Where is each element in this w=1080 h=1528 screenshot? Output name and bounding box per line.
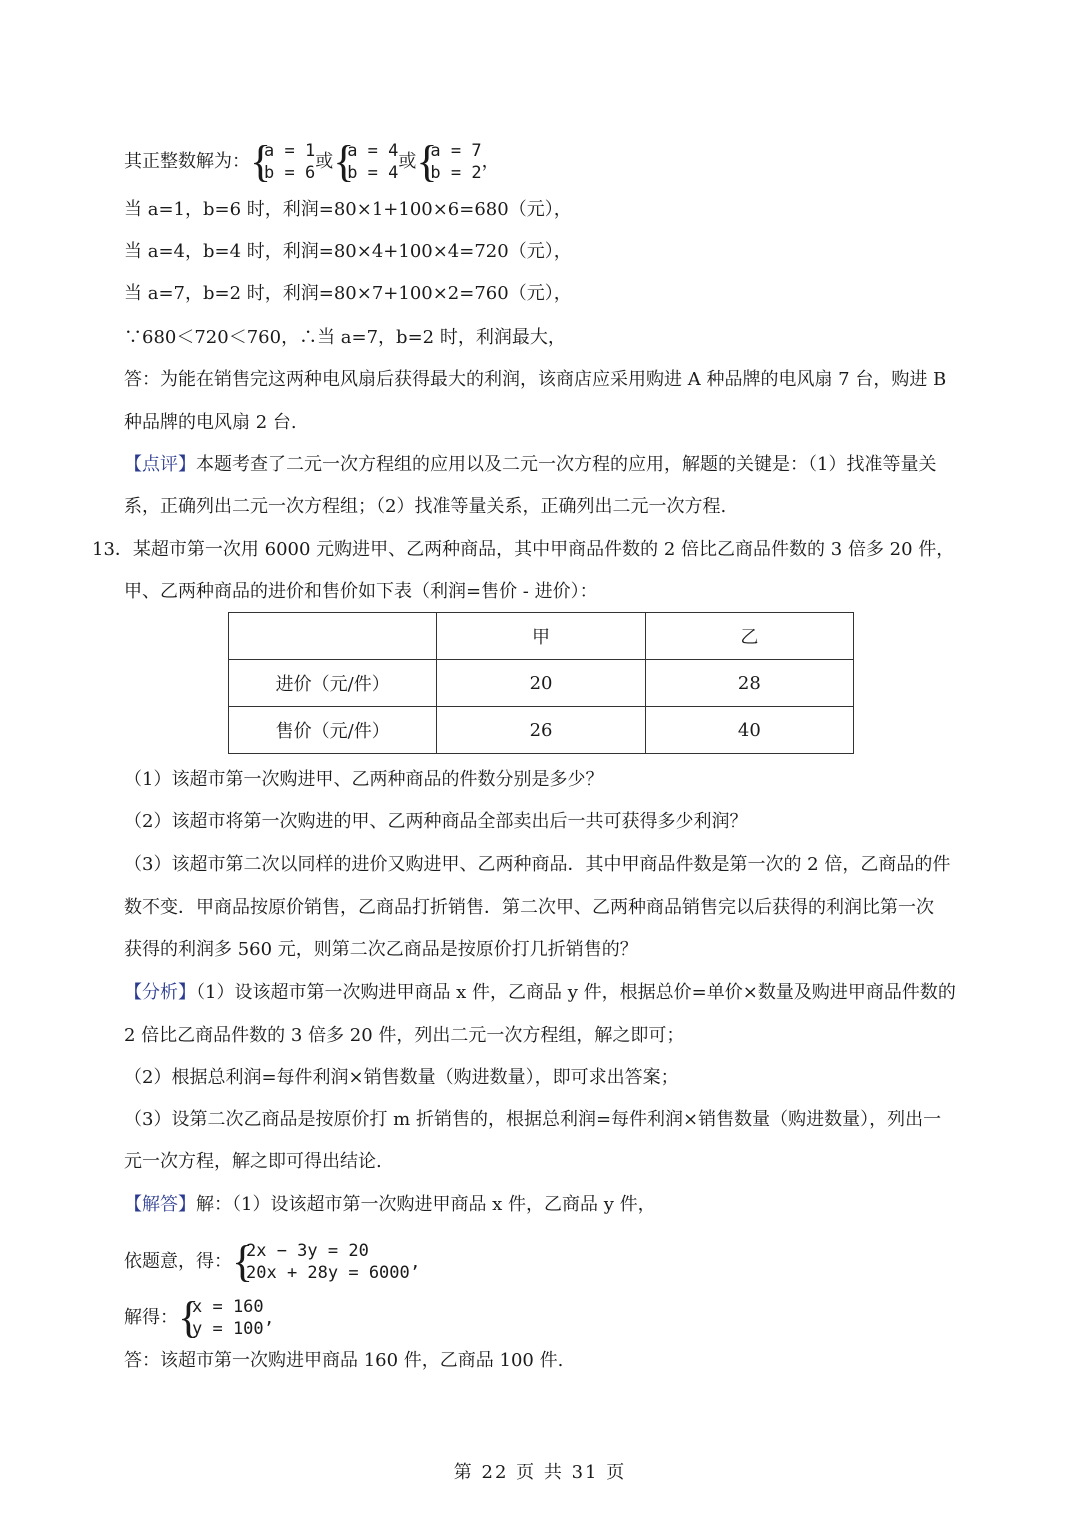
sub-question-2: （2）该超市将第一次购进的甲、乙两种商品全部卖出后一共可获得多少利润？	[124, 811, 748, 832]
solution-text-1: 解：（1）设该超市第一次购进甲商品 x 件，乙商品 y 件，	[196, 1194, 656, 1215]
solution-y: y = 100’	[192, 1319, 274, 1339]
table-header-cell: 甲	[437, 613, 645, 660]
answer-1-line-1: 答：为能在销售完这两种电风扇后获得最大的利润，该商店应采用购进 A 种品牌的电风扇 7 台，购进 B	[124, 369, 947, 390]
table-header-cell	[229, 613, 437, 660]
table-cell: 进价（元/件）	[229, 660, 437, 707]
analysis-line-5: 元一次方程，解之即可得出结论.	[124, 1151, 382, 1172]
system-2: { a = 4 b = 4	[333, 137, 399, 186]
sub-question-3-line-2: 数不变．甲商品按原价销售，乙商品打折销售．第二次甲、乙两种商品销售完以后获得的利润比第一次	[124, 897, 934, 918]
table-row	[229, 707, 854, 754]
solution-system: { x = 160 y = 100’	[178, 1293, 274, 1342]
equation-2: 20x + 28y = 6000’	[246, 1263, 420, 1283]
system-3-b: b = 2	[430, 163, 482, 183]
review-tag: 【点评】	[124, 454, 196, 475]
system-2-b: b = 4	[347, 163, 399, 183]
analysis-line-2: 2 倍比乙商品件数的 3 倍多 20 件，列出二元一次方程组，解之即可；	[124, 1025, 685, 1046]
table-cell: 26	[437, 707, 645, 754]
analysis-text-1: （1）设该超市第一次购进甲商品 x 件，乙商品 y 件，根据总价=单价×数量及购进甲商品件数的	[196, 982, 956, 1003]
question-13-line-1: 13．某超市第一次用 6000 元购进甲、乙两种商品，其中甲商品件数的 2 倍比乙商品件数的 3 倍多 20 件，	[92, 539, 955, 560]
table-row	[229, 660, 854, 707]
solution-result-prefix: 解得：	[124, 1307, 178, 1328]
solution-result-line	[124, 1293, 274, 1342]
review-text-1: 本题考查了二元一次方程组的应用以及二元一次方程的应用，解题的关键是：（1）找准等量关	[196, 454, 937, 475]
solution-x: x = 160	[192, 1297, 264, 1317]
table-cell: 20	[437, 660, 645, 707]
system-3-a: a = 7	[430, 141, 482, 161]
system-1: { a = 1 b = 6	[250, 137, 316, 186]
or-1: 或	[315, 151, 334, 172]
case-3-line: 当 a=7，b=2 时，利润=80×7+100×2=760（元），	[124, 283, 572, 304]
table-cell: 售价（元/件）	[229, 707, 437, 754]
case-1-line: 当 a=1，b=6 时，利润=80×1+100×6=680（元），	[124, 199, 572, 220]
table-cell: 40	[645, 707, 853, 754]
analysis-line-3: （2）根据总利润=每件利润×销售数量（购进数量），即可求出答案；	[124, 1067, 679, 1088]
system-3: { a = 7 b = 2	[416, 137, 482, 186]
sub-question-3-line-3: 获得的利润多 560 元，则第二次乙商品是按原价打几折销售的？	[124, 939, 638, 960]
system-1-a: a = 1	[264, 141, 316, 161]
analysis-line-1	[124, 981, 956, 1005]
table-cell: 28	[645, 660, 853, 707]
sub-question-3-line-1: （3）该超市第二次以同样的进价又购进甲、乙两种商品．其中甲商品件数是第一次的 2 倍，乙商品的件	[124, 854, 951, 875]
analysis-line-4: （3）设第二次乙商品是按原价打 m 折销售的，根据总利润=每件利润×销售数量（购进数量），列出一	[124, 1109, 942, 1130]
answer-2-line: 答：该超市第一次购进甲商品 160 件，乙商品 100 件.	[124, 1350, 564, 1371]
system-1-b: b = 6	[264, 163, 316, 183]
system-2-a: a = 4	[347, 141, 399, 161]
equation-prefix: 依题意，得：	[124, 1251, 232, 1272]
solutions-prefix: 其正整数解为：	[124, 151, 250, 172]
answer-1-line-2: 种品牌的电风扇 2 台.	[124, 412, 297, 433]
line1-end: ，	[481, 151, 500, 172]
solution-line-1	[124, 1193, 656, 1217]
table-header-cell: 乙	[645, 613, 853, 660]
equation-line	[124, 1237, 420, 1286]
or-2: 或	[398, 151, 417, 172]
analysis-tag: 【分析】	[124, 982, 196, 1003]
equation-1: 2x − 3y = 20	[246, 1241, 369, 1261]
review-line-2: 系，正确列出二元一次方程组；（2）找准等量关系，正确列出二元一次方程.	[124, 496, 727, 517]
solution-tag: 【解答】	[124, 1194, 196, 1215]
question-13-line-2: 甲、乙两种商品的进价和售价如下表（利润=售价 - 进价）：	[124, 581, 598, 602]
review-line-1	[124, 453, 936, 477]
case-2-line: 当 a=4，b=4 时，利润=80×4+100×4=720（元），	[124, 241, 572, 262]
equation-system: { 2x − 3y = 20 20x + 28y = 6000’	[232, 1237, 420, 1286]
compare-line: ∵680＜720＜760，∴当 a=7，b=2 时，利润最大，	[124, 327, 566, 348]
sub-question-1: （1）该超市第一次购进甲、乙两种商品的件数分别是多少？	[124, 769, 604, 790]
table-header-row	[229, 613, 854, 660]
page-footer: 第 22 页 共 31 页	[453, 1462, 627, 1483]
price-table	[228, 612, 854, 754]
solutions-line	[124, 137, 500, 186]
